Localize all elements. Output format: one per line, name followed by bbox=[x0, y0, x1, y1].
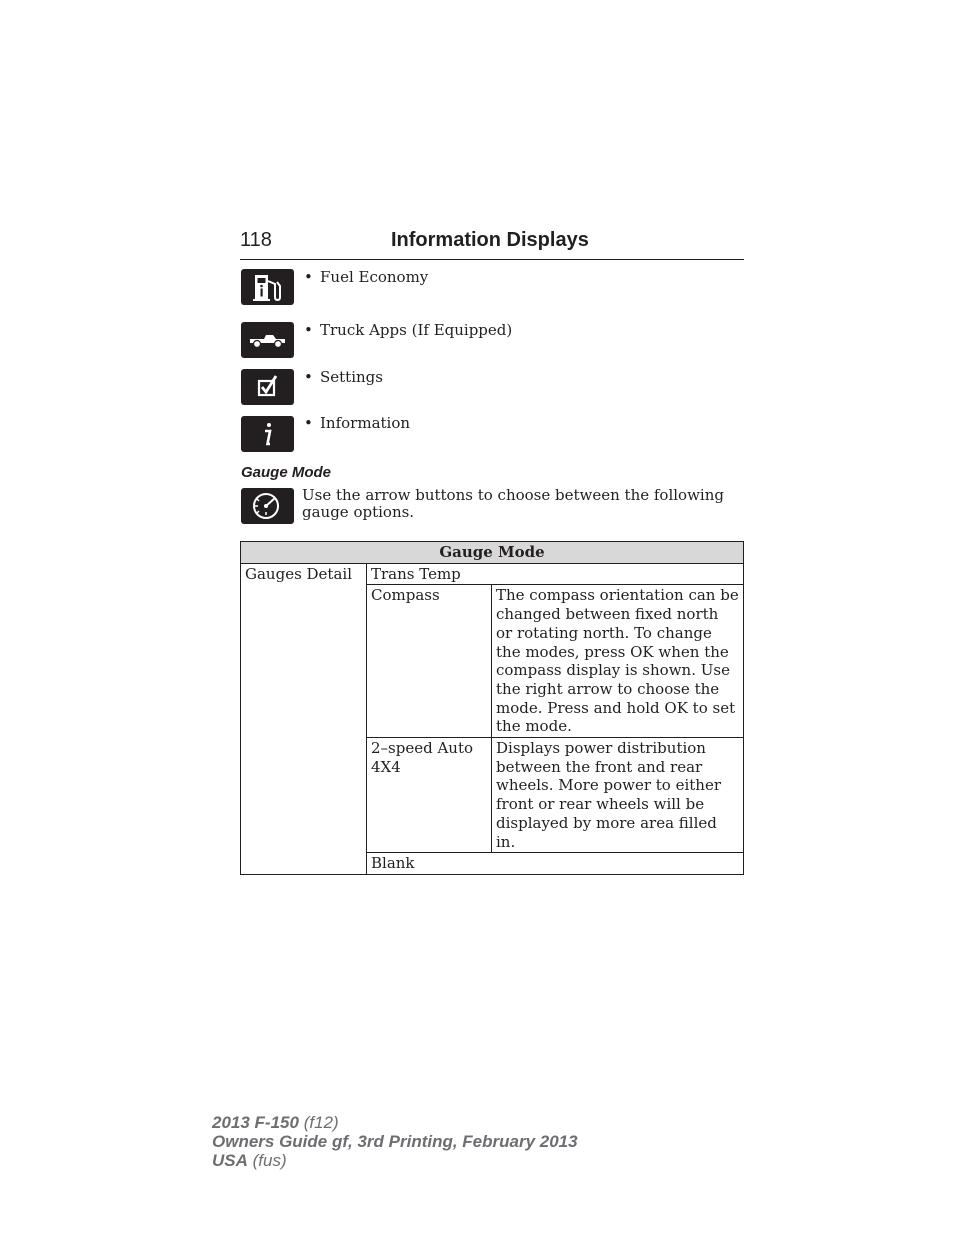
page-number: 118 bbox=[240, 229, 272, 251]
table-header: Gauge Mode bbox=[241, 542, 744, 564]
gauge-mode-description: Use the arrow buttons to choose between the following gauge options. bbox=[302, 486, 724, 521]
list-item: • Settings bbox=[304, 368, 383, 386]
fuel-pump-info-icon bbox=[241, 269, 294, 305]
truck-icon bbox=[241, 322, 294, 358]
table-cell-option: Trans Temp bbox=[367, 563, 744, 585]
subsection-heading: Gauge Mode bbox=[241, 464, 332, 481]
checkbox-icon bbox=[241, 369, 294, 405]
section-title: Information Displays bbox=[391, 229, 589, 251]
list-item: • Fuel Economy bbox=[304, 268, 429, 286]
table-cell-option: Blank bbox=[367, 853, 744, 875]
list-item: • Truck Apps (If Equipped) bbox=[304, 321, 513, 339]
table-row bbox=[241, 563, 744, 585]
footer-line: Owners Guide gf, 3rd Printing, February 2013 bbox=[212, 1132, 578, 1151]
page-footer bbox=[212, 1113, 578, 1170]
footer-line: 2013 F-150 (f12) bbox=[212, 1113, 339, 1132]
table-cell-option: Compass bbox=[367, 585, 492, 738]
info-icon bbox=[241, 416, 294, 452]
table-cell-description: Displays power distribution between the front and rear wheels. More power to either front or rear wheels will be displayed by more area filled in. bbox=[492, 738, 744, 853]
table-cell-group: Gauges Detail bbox=[241, 563, 367, 874]
footer-line: USA (fus) bbox=[212, 1151, 287, 1170]
gauge-icon bbox=[241, 488, 294, 524]
table-cell-description: The compass orientation can be changed between fixed north or rotating north. To change the modes, press OK when the compass display is shown. Use the right arrow to choose the mode. Press and hold OK to set the mode. bbox=[492, 585, 744, 738]
page-header bbox=[240, 229, 744, 260]
list-item: • Information bbox=[304, 414, 411, 432]
gauge-mode-table bbox=[240, 541, 744, 875]
table-cell-option: 2–speed Auto 4X4 bbox=[367, 738, 492, 853]
